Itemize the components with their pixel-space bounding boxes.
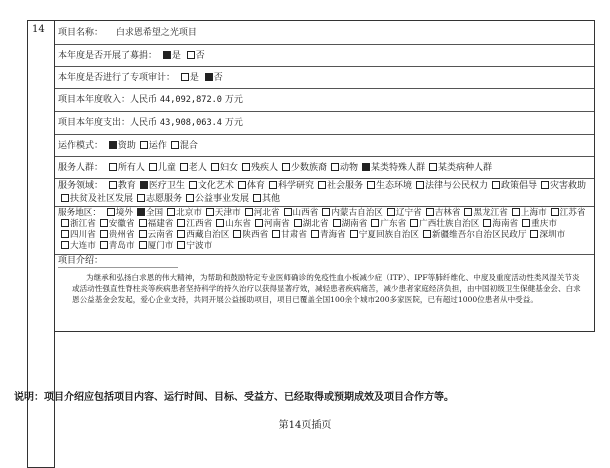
service-region-option-label: 北京市 xyxy=(176,208,202,218)
operation-mode-checkbox[interactable] xyxy=(140,141,148,149)
service-region-checkbox[interactable] xyxy=(423,230,431,238)
service-area-option-label: 法律与公民权力 xyxy=(425,181,489,191)
service-region-row xyxy=(55,207,594,255)
service-region-checkbox[interactable] xyxy=(322,208,330,216)
income-amount: 44,092,872.0 xyxy=(159,95,222,105)
service-region-option xyxy=(136,241,174,252)
service-region-checkbox[interactable] xyxy=(206,208,214,216)
service-region-checkbox[interactable] xyxy=(139,230,147,238)
audit-no-checkbox[interactable] xyxy=(205,73,213,81)
service-area-option xyxy=(266,180,314,193)
operation-mode-option-label: 资助 xyxy=(117,141,136,151)
service-region-option xyxy=(58,241,96,252)
service-region-option-label: 云南省 xyxy=(147,230,174,240)
service-area-label: 服务领域： xyxy=(58,181,104,191)
income-row xyxy=(55,89,594,112)
service-group-option xyxy=(279,157,327,179)
service-region-option-label: 贵州省 xyxy=(108,230,135,240)
service-region-checkbox[interactable] xyxy=(139,219,147,227)
service-area-option xyxy=(58,193,133,206)
operation-mode-row xyxy=(55,135,594,157)
service-group-checkbox[interactable] xyxy=(211,163,219,171)
audit-yes-label: 是 xyxy=(189,73,199,83)
service-area-option xyxy=(538,180,586,193)
service-region-option xyxy=(480,219,518,230)
expense-amount: 43,908,063.4 xyxy=(159,118,222,128)
service-area-checkbox[interactable] xyxy=(269,181,277,189)
service-region-option xyxy=(58,219,96,230)
service-region-option xyxy=(134,208,163,219)
service-area-option-label: 体育 xyxy=(246,181,265,191)
service-area-option xyxy=(413,180,488,193)
service-region-checkbox[interactable] xyxy=(410,219,418,227)
service-region-option xyxy=(97,230,135,241)
service-group-option xyxy=(146,157,176,179)
fundraising-no-label: 否 xyxy=(195,51,205,61)
service-region-checkbox[interactable] xyxy=(311,230,319,238)
service-group-label: 服务人群： xyxy=(58,163,104,173)
service-region-checkbox[interactable] xyxy=(530,230,538,238)
service-region-checkbox[interactable] xyxy=(483,219,491,227)
service-region-option-label: 江西省 xyxy=(186,219,213,229)
service-group-option-label: 妇女 xyxy=(219,163,238,173)
income-unit: 万元 xyxy=(224,95,243,105)
service-area-checkbox[interactable] xyxy=(318,181,326,189)
service-area-option-label: 公益事业发展 xyxy=(195,194,250,204)
service-region-option-label: 江苏省 xyxy=(559,208,586,218)
service-region-option-label: 湖北省 xyxy=(302,219,329,229)
expense-unit: 万元 xyxy=(224,118,243,128)
service-region-option-label: 厦门市 xyxy=(147,241,174,251)
footnote: 说明：项目介绍应包括项目内容、运行时间、目标、受益方、已经取得或预期成效及项目合作方等。 xyxy=(14,392,454,403)
service-region-option-label: 广东省 xyxy=(380,219,407,229)
service-region-option-label: 境外 xyxy=(115,208,133,218)
operation-mode-checkbox[interactable] xyxy=(109,141,117,149)
audit-row xyxy=(55,67,594,89)
operation-mode-options xyxy=(106,141,199,151)
service-area-option-label: 生态环境 xyxy=(375,181,412,191)
service-group-row xyxy=(55,157,594,179)
service-region-option-label: 重庆市 xyxy=(531,219,557,229)
service-region-option xyxy=(407,219,479,230)
service-region-checkbox[interactable] xyxy=(61,230,69,238)
service-region-option xyxy=(527,230,565,241)
service-region-option xyxy=(174,241,212,252)
service-region-checkbox[interactable] xyxy=(107,208,115,216)
service-region-option xyxy=(213,219,251,230)
service-region-checkbox[interactable] xyxy=(100,219,108,227)
service-area-option xyxy=(364,180,412,193)
service-region-option xyxy=(420,230,527,241)
service-region-checkbox[interactable] xyxy=(167,208,175,216)
income-label: 项目本年度收入：人民币 xyxy=(58,95,158,105)
intro-text: 为继承和弘扬白求恩的伟大精神，为帮助和鼓励特定专业医师确诊的免疫性血小板减少症（ITP）、IPF等肺纤维化、中度及重度活动性类风湿关节炎或活动性强直性脊柱炎等疾病患者坚持科学的持久治疗以获得显著疗效，减轻患者疾病痛苦，减少患者家庭经济负担，由中国初级卫生保健基金会、白求恩公益基金会发起，爱心企业支持，共同开展公益援助项目，项目已覆盖全国100余个城市200多家医院，已有超过1000位患者从中受益。 xyxy=(72,273,581,304)
service-group-checkbox[interactable] xyxy=(429,163,437,171)
service-region-option xyxy=(384,208,422,219)
service-region-checkbox[interactable] xyxy=(551,208,559,216)
service-region-option xyxy=(97,241,135,252)
page-number: 第14页插页 xyxy=(278,420,332,431)
service-region-option xyxy=(174,230,229,241)
service-area-option-label: 社会服务 xyxy=(326,181,363,191)
operation-mode-option-label: 运作 xyxy=(148,141,167,151)
service-region-option xyxy=(252,219,290,230)
service-region-checkbox[interactable] xyxy=(426,208,434,216)
project-name-value: 白求恩希望之光项目 xyxy=(115,28,197,38)
service-region-checkbox[interactable] xyxy=(350,230,358,238)
fundraising-row xyxy=(55,45,594,67)
service-region-option-label: 山东省 xyxy=(225,219,251,229)
service-region-option-label: 青海省 xyxy=(319,230,346,240)
service-region-option-label: 青岛市 xyxy=(108,241,135,251)
service-area-option xyxy=(134,193,182,206)
service-region-options xyxy=(58,208,586,251)
service-area-checkbox[interactable] xyxy=(109,181,117,189)
service-region-checkbox[interactable] xyxy=(100,230,108,238)
operation-mode-label: 运作模式： xyxy=(58,141,104,151)
service-region-checkbox[interactable] xyxy=(255,219,263,227)
project-name-row xyxy=(55,21,594,45)
service-area-option xyxy=(137,180,185,193)
service-region-option xyxy=(230,230,268,241)
service-group-option xyxy=(177,157,207,179)
service-region-option xyxy=(136,219,174,230)
service-region-option xyxy=(174,219,212,230)
audit-yes-checkbox[interactable] xyxy=(181,73,189,81)
project-name-label: 项目名称： xyxy=(58,28,104,38)
service-region-option-label: 安徽省 xyxy=(108,219,135,229)
service-region-option xyxy=(461,208,507,219)
service-region-option-label: 四川省 xyxy=(70,230,96,240)
service-region-checkbox[interactable] xyxy=(61,219,69,227)
service-region-option xyxy=(319,208,383,219)
service-group-option-label: 某类特殊人群 xyxy=(371,163,426,173)
service-area-row xyxy=(55,179,594,207)
service-region-option xyxy=(509,208,547,219)
service-area-option-label: 灾害救助 xyxy=(550,181,587,191)
service-region-checkbox[interactable] xyxy=(371,219,379,227)
fundraising-no-checkbox[interactable] xyxy=(187,51,195,59)
expense-row xyxy=(55,112,594,135)
service-region-label: 服务地区： xyxy=(58,208,101,218)
service-region-checkbox[interactable] xyxy=(284,208,292,216)
service-region-option-label: 黑龙江省 xyxy=(473,208,508,218)
service-region-option xyxy=(136,230,174,241)
service-group-option-label: 老人 xyxy=(188,163,207,173)
service-region-option-label: 新疆维吾尔自治区民政厅 xyxy=(431,230,527,240)
service-region-checkbox[interactable] xyxy=(216,219,224,227)
service-group-option xyxy=(106,157,145,179)
service-region-option-label: 甘肃省 xyxy=(281,230,307,240)
service-region-option xyxy=(423,208,461,219)
service-region-checkbox[interactable] xyxy=(512,208,520,216)
service-area-checkbox[interactable] xyxy=(492,181,500,189)
service-region-option xyxy=(519,219,557,230)
service-group-options xyxy=(106,163,493,173)
service-group-option xyxy=(328,157,358,179)
intro-label: 项目介绍： xyxy=(58,255,178,268)
service-region-checkbox[interactable] xyxy=(464,208,472,216)
service-region-checkbox[interactable] xyxy=(100,241,108,249)
operation-mode-option-label: 混合 xyxy=(179,141,198,151)
service-region-option-label: 浙江省 xyxy=(70,219,96,229)
service-group-checkbox[interactable] xyxy=(180,163,188,171)
service-region-option xyxy=(347,230,419,241)
service-region-checkbox[interactable] xyxy=(294,219,302,227)
service-area-checkbox[interactable] xyxy=(189,181,197,189)
service-group-option-label: 某类病种人群 xyxy=(438,163,493,173)
service-region-option-label: 广西壮族自治区 xyxy=(419,219,480,229)
service-area-option-label: 教育 xyxy=(117,181,136,191)
service-region-option-label: 大连市 xyxy=(70,241,96,251)
service-region-checkbox[interactable] xyxy=(387,208,395,216)
service-region-option-label: 宁波市 xyxy=(186,241,213,251)
service-group-checkbox[interactable] xyxy=(362,163,370,171)
service-region-option xyxy=(104,208,133,219)
service-area-option-label: 科学研究 xyxy=(277,181,314,191)
service-region-checkbox[interactable] xyxy=(177,219,185,227)
service-region-option xyxy=(330,219,368,230)
service-area-option-label: 医疗卫生 xyxy=(148,181,185,191)
service-group-option-label: 残疾人 xyxy=(250,163,278,173)
service-area-checkbox[interactable] xyxy=(416,181,424,189)
service-region-checkbox[interactable] xyxy=(137,208,145,216)
service-region-option-label: 深圳市 xyxy=(539,230,566,240)
service-group-checkbox[interactable] xyxy=(282,163,290,171)
service-region-option-label: 辽宁省 xyxy=(395,208,422,218)
service-region-option-label: 山西省 xyxy=(292,208,319,218)
service-region-option-label: 宁夏回族自治区 xyxy=(358,230,419,240)
service-region-option xyxy=(281,208,319,219)
service-area-checkbox[interactable] xyxy=(238,181,246,189)
service-area-option xyxy=(106,180,136,193)
service-group-option-label: 少数族裔 xyxy=(290,163,327,173)
service-group-checkbox[interactable] xyxy=(109,163,117,171)
service-area-option-label: 其他 xyxy=(262,194,281,204)
service-group-option xyxy=(239,157,278,179)
service-region-option xyxy=(368,219,406,230)
service-region-option-label: 吉林省 xyxy=(434,208,461,218)
service-region-checkbox[interactable] xyxy=(333,219,341,227)
service-region-option-label: 湖南省 xyxy=(341,219,368,229)
service-region-checkbox[interactable] xyxy=(61,241,69,249)
service-region-option xyxy=(291,219,329,230)
service-region-option xyxy=(97,219,135,230)
service-group-checkbox[interactable] xyxy=(242,163,250,171)
service-region-checkbox[interactable] xyxy=(272,230,280,238)
service-group-option-label: 所有人 xyxy=(117,163,145,173)
fundraising-label: 本年度是否开展了募捐： xyxy=(58,51,158,61)
service-area-checkbox[interactable] xyxy=(61,194,69,202)
service-group-checkbox[interactable] xyxy=(149,163,157,171)
audit-label: 本年度是否进行了专项审计： xyxy=(58,73,176,83)
service-group-option xyxy=(208,157,238,179)
service-region-option-label: 内蒙古自治区 xyxy=(331,208,383,218)
service-region-checkbox[interactable] xyxy=(177,230,185,238)
service-group-option-label: 动物 xyxy=(339,163,358,173)
service-area-option xyxy=(183,193,249,206)
service-region-option-label: 全国 xyxy=(145,208,164,218)
service-region-option-label: 天津市 xyxy=(214,208,241,218)
service-region-option-label: 福建省 xyxy=(147,219,174,229)
service-region-option-label: 河南省 xyxy=(263,219,290,229)
service-region-checkbox[interactable] xyxy=(522,219,530,227)
service-region-option xyxy=(242,208,280,219)
audit-no-label: 否 xyxy=(213,73,223,83)
operation-mode-option xyxy=(137,135,167,157)
service-region-option xyxy=(548,208,586,219)
operation-mode-checkbox[interactable] xyxy=(171,141,179,149)
service-area-option xyxy=(186,180,234,193)
fundraising-yes-label: 是 xyxy=(171,51,181,61)
service-group-option-label: 儿童 xyxy=(157,163,176,173)
operation-mode-option xyxy=(106,135,136,157)
service-area-option-label: 扶贫及社区发展 xyxy=(70,194,134,204)
service-region-option xyxy=(308,230,346,241)
expense-label: 项目本年度支出：人民币 xyxy=(58,118,158,128)
service-region-option xyxy=(203,208,241,219)
fundraising-yes-checkbox[interactable] xyxy=(163,51,171,59)
service-area-option xyxy=(235,180,265,193)
project-form xyxy=(55,20,595,332)
service-region-option xyxy=(164,208,202,219)
service-region-option-label: 上海市 xyxy=(520,208,547,218)
service-area-option xyxy=(489,180,537,193)
service-region-checkbox[interactable] xyxy=(139,241,147,249)
service-group-option xyxy=(359,157,425,179)
service-region-option-label: 河北省 xyxy=(253,208,280,218)
service-area-checkbox[interactable] xyxy=(137,194,145,202)
service-area-option-label: 文化艺术 xyxy=(197,181,234,191)
intro-row xyxy=(55,255,594,331)
service-region-option-label: 西藏自治区 xyxy=(186,230,230,240)
service-group-option xyxy=(426,157,492,179)
service-area-checkbox[interactable] xyxy=(367,181,375,189)
service-region-option xyxy=(269,230,307,241)
service-region-checkbox[interactable] xyxy=(233,230,241,238)
service-region-checkbox[interactable] xyxy=(245,208,253,216)
service-area-options xyxy=(58,181,587,204)
service-region-option-label: 海南省 xyxy=(492,219,519,229)
service-area-checkbox[interactable] xyxy=(541,181,549,189)
item-number: 14 xyxy=(32,24,45,35)
service-area-checkbox[interactable] xyxy=(140,181,148,189)
service-area-option-label: 志愿服务 xyxy=(146,194,183,204)
service-group-checkbox[interactable] xyxy=(331,163,339,171)
service-region-option xyxy=(58,230,96,241)
service-area-option xyxy=(250,193,280,206)
service-area-checkbox[interactable] xyxy=(253,194,261,202)
service-area-option-label: 政策倡导 xyxy=(501,181,538,191)
service-region-option-label: 陕西省 xyxy=(242,230,269,240)
service-region-checkbox[interactable] xyxy=(177,241,185,249)
service-area-option xyxy=(315,180,363,193)
operation-mode-option xyxy=(168,135,198,157)
service-area-checkbox[interactable] xyxy=(186,194,194,202)
